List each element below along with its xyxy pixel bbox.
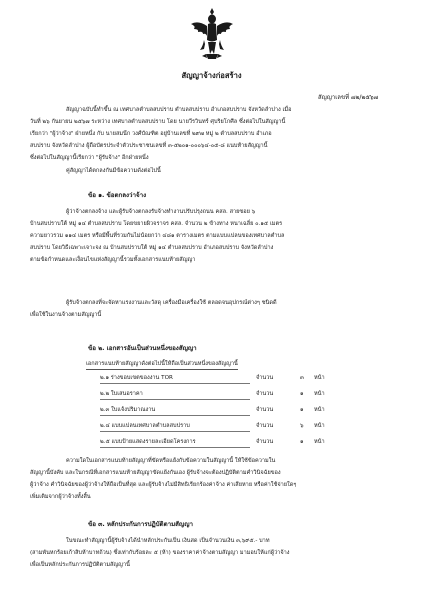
intro-line: สัญญาฉบับนี้ทำขึ้น ณ เทศบาลตำบลสบปราบ ตำบลสบปราบ อำเภอสบปราบ จังหวัดลำปาง เมื่อ — [66, 107, 292, 113]
attachment-count-label: จำนวน — [256, 439, 274, 445]
attachment-unit: หน้า — [314, 391, 325, 397]
attachment-unit: หน้า — [314, 375, 325, 381]
attachment-label: ๒.๓ ใบแจ้งปริมาณงาน — [100, 406, 250, 416]
intro-line: เรียกว่า "ผู้ว่าจ้าง" ฝ่ายหนึ่ง กับ นายสมนึก วงศ์บัณฑิต อยู่บ้านเลขที่ ๒๙๗ หมู่ ๒ ตำบลสบปราบ อำเภอ — [30, 131, 272, 137]
attachment-pages: ๑ — [300, 439, 304, 445]
attachment-label: ๒.๑ ร่างขอบเขตของงาน TOR — [100, 374, 250, 384]
attachment-pages: ๑ — [300, 407, 304, 413]
attachment-label: ๒.๒ ใบเสนอราคา — [100, 390, 250, 400]
attachment-pages: ๓ — [300, 375, 304, 381]
clause-2-line: สัญญานี้บังคับ และในกรณีที่เอกสารแนบท้ายสัญญาขัดแย้งกันเอง ผู้รับจ้างจะต้องปฏิบัติตามคำวินิจฉัยของ — [30, 470, 281, 476]
clause-2-line: เพิ่มเติมจากผู้ว่าจ้างทั้งสิ้น — [30, 494, 91, 500]
clause-2-title: ข้อ ๒. เอกสารอันเป็นส่วนหนึ่งของสัญญา — [88, 345, 197, 352]
clause-1-line: สบปราบ โดยวิธีเฉพาะเจาะจง ณ บ้านสบปราบใต้ หมู่ ๑๔ ตำบลสบปราบ อำเภอสบปราบ จังหวัดลำปาง — [30, 245, 274, 251]
attachments-heading: เอกสารแนบท้ายสัญญาดังต่อไปนี้ให้ถือเป็นส่วนหนึ่งของสัญญานี้ — [86, 360, 238, 370]
garuda-emblem-icon — [190, 6, 234, 62]
attachment-count-label: จำนวน — [256, 407, 274, 413]
intro-line: วันที่ ๒๖ กันยายน ๒๕๖๗ ระหว่าง เทศบาลตำบลสบปราบ โดย นายวีรวินทร์ ศุบริยโกศีล ซึ่งต่อไปในสัญญานี้ — [30, 119, 286, 125]
attachment-count-label: จำนวน — [256, 423, 274, 429]
clause-1-title: ข้อ ๑. ข้อตกลงว่าจ้าง — [88, 192, 147, 199]
attachment-unit: หน้า — [314, 423, 325, 429]
attachment-unit: หน้า — [314, 407, 325, 413]
attachment-pages: ๖ — [300, 423, 304, 429]
attachment-label: ๒.๕ แบบป้ายแสดงรายละเอียดโครงการ — [100, 438, 250, 448]
clause-1-line: บ้านสบปราบใต้ หมู่ ๑๔ ตำบลสบปราบ โดยขยายผิวจราจร คสล. จำนวน ๒ ข้างทาง หนาเฉลี่ย ๐.๑๕ เมตร — [30, 221, 283, 227]
document-title: สัญญาจ้างก่อสร้าง — [181, 71, 242, 80]
clause-2-line: ผู้ว่าจ้าง คำวินิจฉัยของผู้ว่าจ้างให้ถือเป็นที่สุด และผู้รับจ้างไม่มีสิทธิเรียกร้องค่าจ้าง ค่าเสียหาย หรือค่าใช้จ่ายใดๆ — [30, 482, 297, 488]
attachment-count-label: จำนวน — [256, 391, 274, 397]
clause-2-line: ความใดในเอกสารแนบท้ายสัญญาที่ขัดหรือแย้งกับข้อความในสัญญานี้ ให้ใช้ข้อความใน — [66, 458, 276, 464]
clause-1-line: เพื่อใช้ในงานจ้างตามสัญญานี้ — [30, 312, 102, 318]
intro-line: ซึ่งต่อไปในสัญญานี้เรียกว่า "ผู้รับจ้าง" อีกฝ่ายหนึ่ง — [30, 155, 149, 161]
contract-number: สัญญาเลขที่ ๗๒/๒๕๖๗ — [318, 94, 379, 101]
clause-1-line: ผู้รับจ้างตกลงที่จะจัดหาแรงงานและวัสดุ เครื่องมือเครื่องใช้ ตลอดจนอุปกรณ์ต่างๆ ชนิดดี — [66, 300, 277, 306]
attachment-pages: ๑ — [300, 391, 304, 397]
clause-1-line: ตามข้อกำหนดและเงื่อนไขแห่งสัญญานี้รวมทั้งเอกสารแนบท้ายสัญญา — [30, 257, 196, 263]
attachment-label: ๒.๔ แบบแปลนเทศบาลตำบลสบปราบ — [100, 422, 250, 432]
clause-1-line: ผู้ว่าจ้างตกลงจ้าง และผู้รับจ้างตกลงรับจ้างทำงานปรับปรุงถนน คสล. สายซอย ๖ — [66, 209, 256, 215]
clause-3-title: ข้อ ๓. หลักประกันการปฏิบัติตามสัญญา — [88, 521, 193, 528]
clause-3-line: เพื่อเป็นหลักประกันการปฏิบัติตามสัญญานี้ — [30, 562, 130, 568]
intro-line: คู่สัญญาได้ตกลงกันมีข้อความดังต่อไปนี้ — [66, 168, 161, 174]
intro-line: สบปราบ จังหวัดลำปาง ผู้ถือบัตรประจำตัวประชาชนเลขที่ ๓-๕๒๐๑-๐๐๐๖๔-๐๕-๘ แนบท้ายสัญญานี้ — [30, 143, 268, 149]
attachment-count-label: จำนวน — [256, 375, 274, 381]
clause-1-line: ความยาวรวม ๑๑๔ เมตร หรือมีพื้นที่รวมกันไม่น้อยกว่า ๔๘๑ ตารางเมตร ตามแบบแปลนของเทศบาลตำบล — [30, 233, 285, 239]
attachment-unit: หน้า — [314, 439, 325, 445]
clause-3-line: ในขณะทำสัญญานี้ผู้รับจ้างได้นำหลักประกันเป็น เงินสด เป็นจำนวนเงิน ๓,๖๙๕.- บาท — [66, 538, 270, 544]
clause-3-line: (สามพันหกร้อยเก้าสิบห้าบาทถ้วน) ซึ่งเท่ากับร้อยละ ๕ (ห้า) ของราคาค่าจ้างตามสัญญา มามอบให้แก่ผู้ว่าจ้าง — [30, 550, 290, 556]
